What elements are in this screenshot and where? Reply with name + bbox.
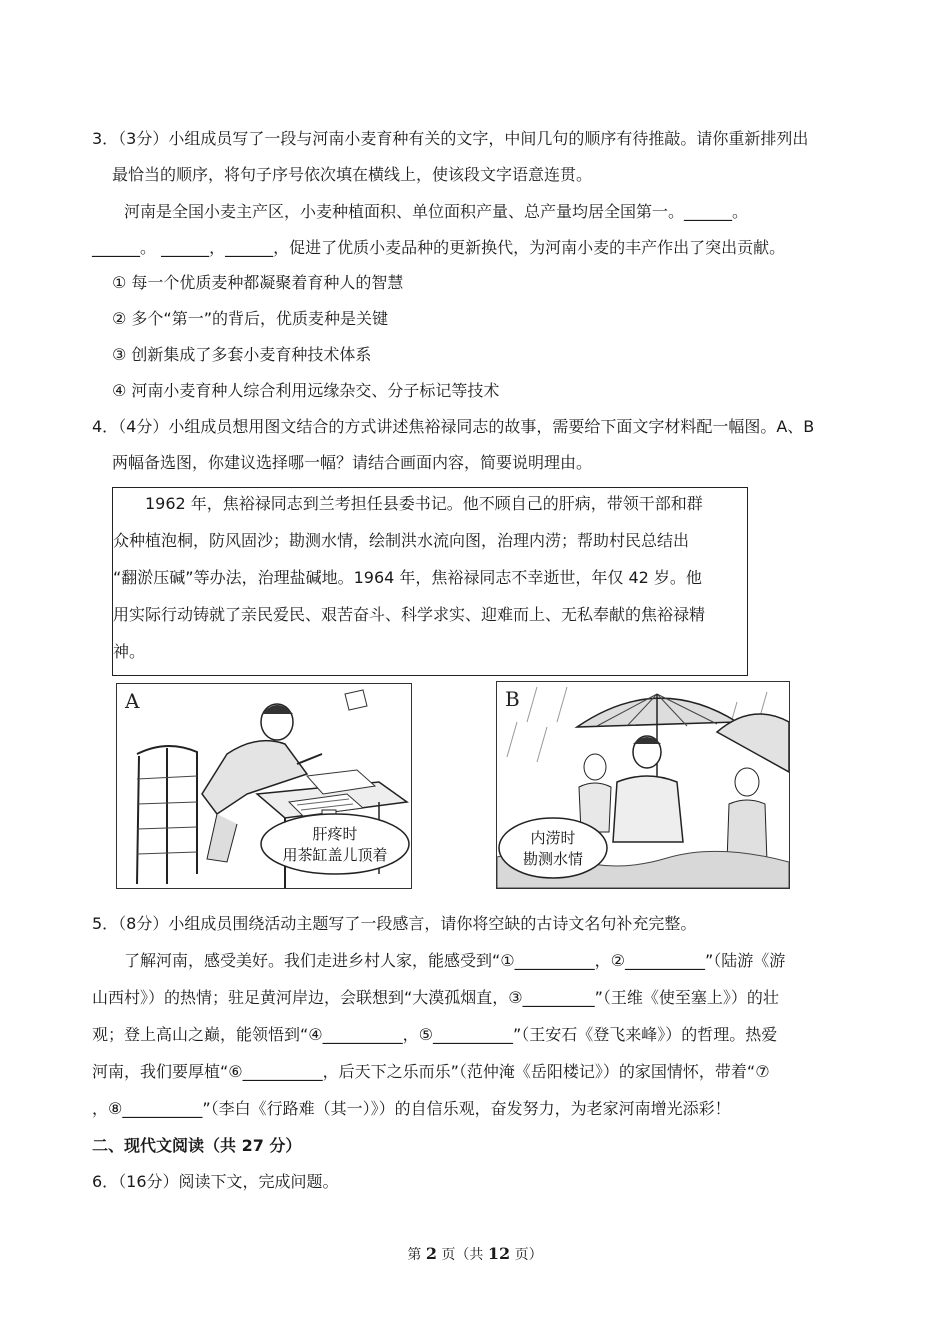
footer-mid: 页（共 — [436, 1247, 488, 1263]
page-footer — [0, 1244, 950, 1265]
illustration-a-caption-1: 肝疼时 — [312, 825, 358, 843]
illustration-b-caption-1: 内涝时 — [530, 829, 576, 847]
footer-suffix: 页） — [510, 1247, 543, 1263]
illustration-a — [116, 683, 412, 889]
q5-line-2: 山西村》）的热情；驻足黄河岸边，会联想到“大漠孤烟直，③_________”（王维《使至塞上》）的壮 — [92, 988, 779, 1007]
q4-prompt-line2: 两幅备选图，你建议选择哪一幅？请结合画面内容，简要说明理由。 — [112, 453, 593, 472]
illustration-b-letter: B — [505, 687, 520, 711]
q3-option-3: ③ 创新集成了多套小麦育种技术体系 — [112, 345, 372, 364]
q3-prompt-line2: 最恰当的顺序，将句子序号依次填在横线上，使该段文字语意连贯。 — [112, 165, 593, 184]
footer-total-pages: 12 — [487, 1244, 511, 1263]
material-line-1: 1962 年，焦裕禄同志到兰考担任县委书记。他不顾自己的肝病，带领干部和群 — [113, 494, 703, 513]
material-line-2: 众种植泡桐，防风固沙；勘测水情，绘制洪水流向图，治理内涝；帮助村民总结出 — [113, 531, 690, 550]
q4-material-box — [112, 487, 748, 676]
q6-prompt: 6．（16分）阅读下文，完成问题。 — [92, 1172, 339, 1191]
q3-passage-line2: ______。 ______，______，促进了优质小麦品种的更新换代，为河南小麦的丰产作出了突出贡献。 — [92, 238, 786, 257]
illustration-b — [496, 681, 790, 889]
q3-option-1: ① 每一个优质麦种都凝聚着育种人的智慧 — [112, 273, 404, 292]
q3-option-2: ② 多个“第一”的背后，优质麦种是关键 — [112, 309, 389, 328]
q5-line-4: 河南，我们要厚植“⑥__________，后天下之乐而乐”（范仲淹《岳阳楼记》）的家国情怀，带着“⑦ — [92, 1062, 770, 1081]
q4-prompt-line1: 4．（4分）小组成员想用图文结合的方式讲述焦裕禄同志的故事，需要给下面文字材料配一幅图。A、B — [92, 417, 815, 436]
q5-prompt: 5．（8分）小组成员围绕活动主题写了一段感言，请你将空缺的古诗文名句补充完整。 — [92, 914, 697, 933]
q3-option-4: ④ 河南小麦育种人综合利用远缘杂交、分子标记等技术 — [112, 381, 500, 400]
material-line-5: 神。 — [113, 642, 146, 661]
q5-line-3: 观；登上高山之巅，能领悟到“④__________，⑤__________”（王安石《登飞来峰》）的哲理。热爱 — [92, 1025, 778, 1044]
section-heading: 二、现代文阅读（共 27 分） — [92, 1136, 302, 1155]
q5-line-1: 了解河南，感受美好。我们走进乡村人家，能感受到“①__________，②__________”（陆游《游 — [92, 951, 786, 970]
q3-prompt-line1: 3．（3分）小组成员写了一段与河南小麦育种有关的文字，中间几句的顺序有待推敲。请你重新排列出 — [92, 129, 809, 148]
illustration-b-caption-2: 勘测水情 — [522, 850, 584, 868]
material-line-3: “翻淤压碱”等办法，治理盐碱地。1964 年，焦裕禄同志不幸逝世，年仅 42 岁。他 — [113, 568, 702, 587]
illustration-a-letter: A — [125, 689, 140, 713]
q5-line-5: ，⑧__________”（李白《行路难（其一）》）的自信乐观，奋发努力，为老家河南增光添彩！ — [92, 1099, 731, 1118]
q3-passage-line1: 河南是全国小麦主产区，小麦种植面积、单位面积产量、总产量均居全国第一。______。 — [124, 202, 749, 221]
illustration-a-caption-2: 用茶缸盖儿顶着 — [282, 846, 388, 864]
material-line-4: 用实际行动铸就了亲民爱民、艰苦奋斗、科学求实、迎难而上、无私奉献的焦裕禄精 — [113, 605, 706, 624]
footer-prefix: 第 — [407, 1247, 426, 1263]
footer-page-number: 2 — [425, 1244, 437, 1263]
